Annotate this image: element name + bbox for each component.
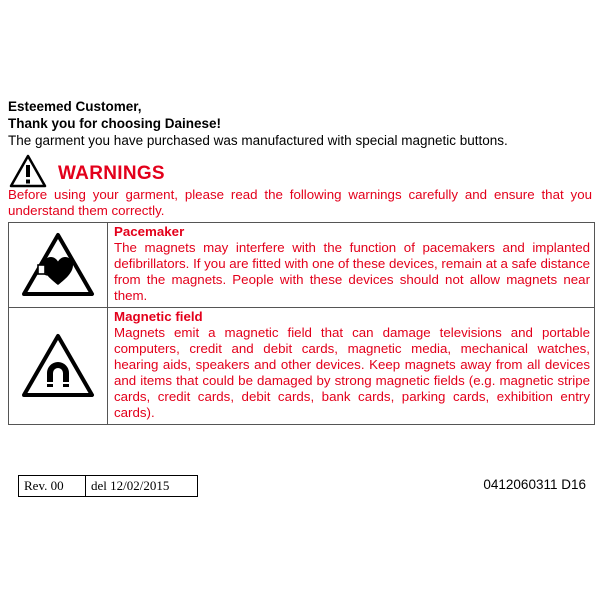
pacemaker-text: The magnets may interfere with the function of pacemakers and implanted defibrillators. If you are fitted with one of these devices, remain at a safe distance from the magnets. People with these devices should not allow magnets near them. bbox=[114, 240, 590, 303]
exclamation-triangle-icon bbox=[8, 153, 48, 189]
greeting: Esteemed Customer, bbox=[8, 99, 142, 114]
pacemaker-text-cell bbox=[108, 223, 595, 308]
intro-text: The garment you have purchased was manufactured with special magnetic buttons. bbox=[8, 133, 508, 148]
warnings-title: WARNINGS bbox=[58, 163, 165, 184]
pacemaker-heart-icon bbox=[19, 230, 97, 300]
document-number: 0412060311 D16 bbox=[483, 477, 586, 492]
revision-number: Rev. 00 bbox=[19, 476, 86, 497]
revision-date: del 12/02/2015 bbox=[86, 476, 198, 497]
warning-row-pacemaker bbox=[9, 223, 595, 308]
pacemaker-title: Pacemaker bbox=[114, 224, 185, 239]
magnetic-field-title: Magnetic field bbox=[114, 309, 203, 324]
magnet-icon-cell bbox=[9, 308, 108, 425]
magnet-icon bbox=[19, 331, 97, 401]
warning-row-magnetic-field bbox=[9, 308, 595, 425]
magnetic-field-text-cell bbox=[108, 308, 595, 425]
pacemaker-icon-cell bbox=[9, 223, 108, 308]
warnings-table bbox=[8, 222, 595, 425]
thanks-line: Thank you for choosing Dainese! bbox=[8, 116, 222, 131]
revision-box bbox=[18, 475, 198, 497]
warnings-intro: Before using your garment, please read the following warnings carefully and ensure that you understand them correctly. bbox=[8, 187, 592, 218]
warnings-header bbox=[8, 153, 308, 187]
magnetic-field-text: Magnets emit a magnetic field that can damage televisions and portable computers, credit and debit cards, magnetic media, mechanical watches, hearing aids, speakers and other devices. Keep magnets away from all devices and items that could be damaged by strong magnetic fields (e.g. magnetic stripe cards, credit cards, debit cards, bank cards, parking cards, exhibition entry cards). bbox=[114, 325, 590, 420]
intro-block bbox=[8, 98, 592, 149]
